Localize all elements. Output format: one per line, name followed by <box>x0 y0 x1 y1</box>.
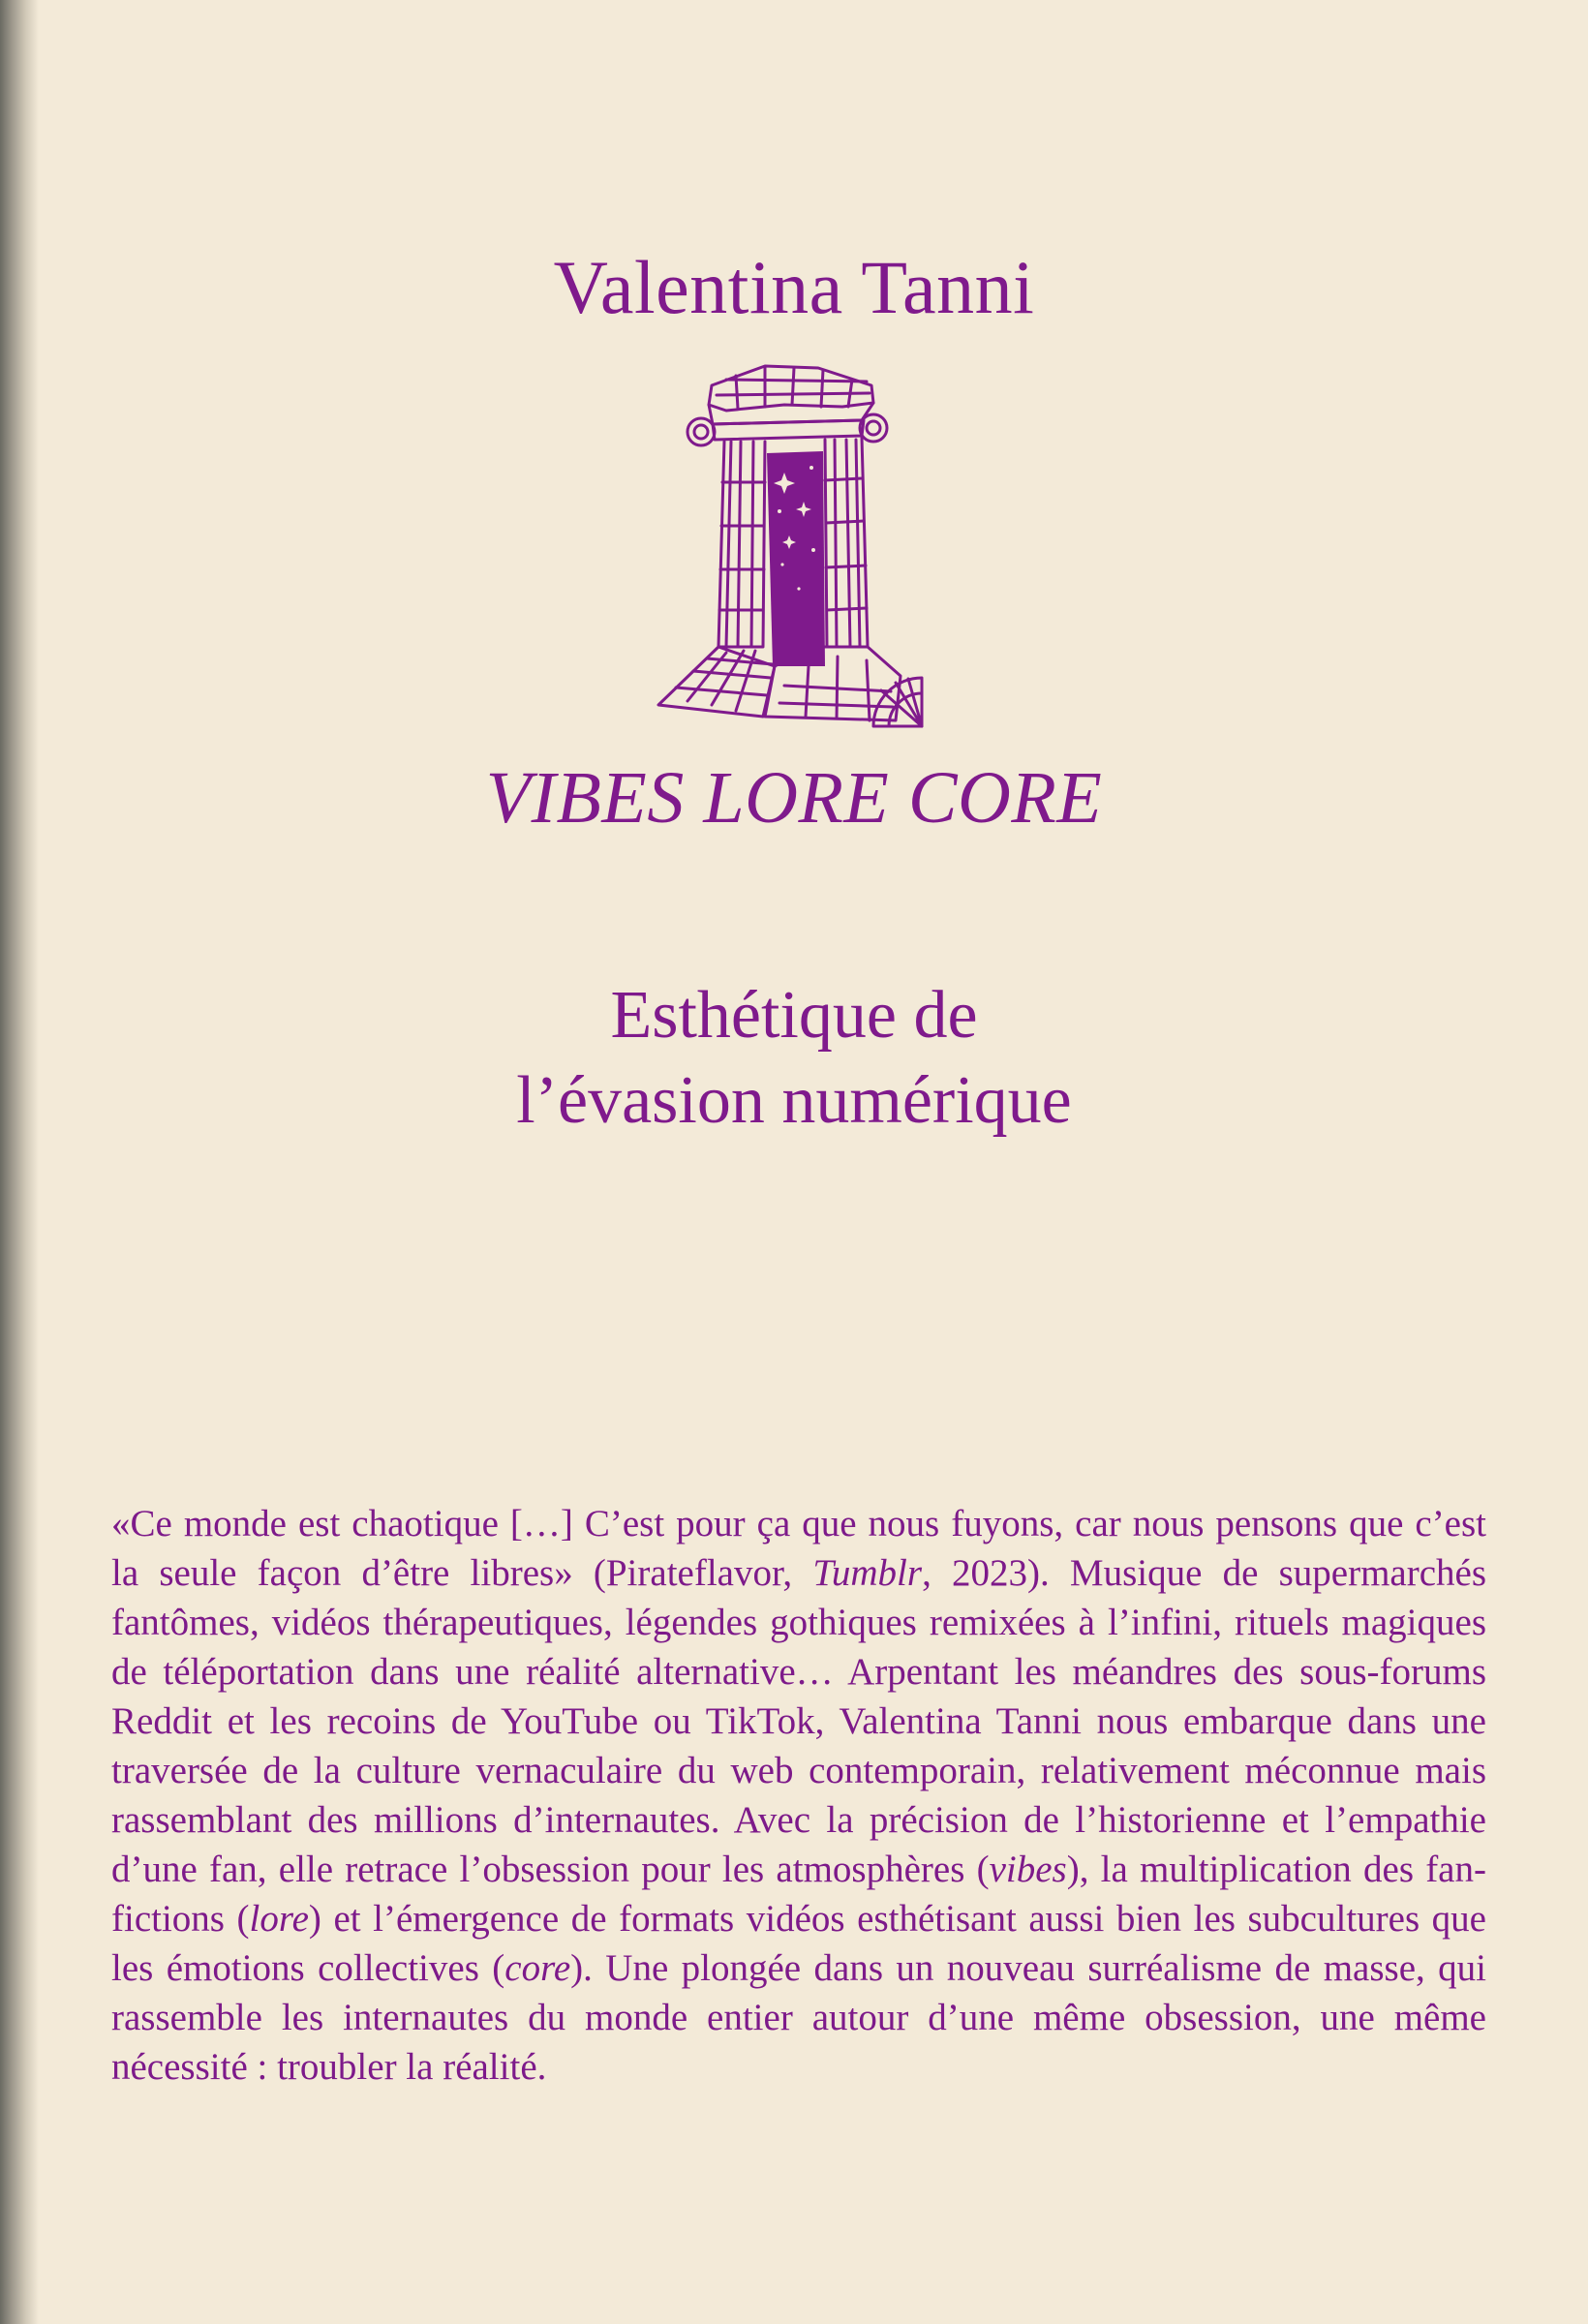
book-subtitle <box>0 973 1588 1144</box>
blurb-italic-core: core <box>504 1947 571 1989</box>
back-blurb <box>111 1499 1486 2092</box>
subtitle-line-2: l’évasion numérique <box>516 1063 1072 1138</box>
blurb-text-3: ), la multiplication des fan-fictions ( <box>111 1849 1486 1940</box>
ruined-column-portal-icon <box>620 356 949 736</box>
blurb-text-4: ) et l’émergence de formats vidéos esthétisant aussi bien les subcultures que les émotions collectives ( <box>111 1898 1486 1989</box>
blurb-italic-lore: lore <box>249 1898 309 1940</box>
blurb-italic-tumblr: Tumblr <box>812 1552 923 1594</box>
blurb-text-2: , 2023). Musique de supermarchés fantômes, vidéos thérapeutiques, légendes gothiques remixées à l’infini, rituels magiques de téléportation dans une réalité alternative… Arpentant les méandres des sous-forums Reddit et les recoins de YouTube ou TikTok, Valentina Tanni nous embarque dans une traversée de la culture vernaculaire du web contemporain, relativement méconnue mais rassemblant des millions d’internautes. Avec la précision de l’historienne et l’empathie d’une fan, elle retrace l’obsession pour les atmosphères ( <box>111 1552 1487 1890</box>
blurb-italic-vibes: vibes <box>989 1849 1067 1890</box>
blurb-text-1: «Ce monde est chaotique […] C’est pour ça que nous fuyons, car nous pensons que c’est la seule façon d’être libres» (Pirateflavor, <box>111 1503 1486 1594</box>
subtitle-line-1: Esthétique de <box>610 978 978 1053</box>
book-title: VIBES LORE CORE <box>485 757 1103 839</box>
blurb-text-5: ). Une plongée dans un nouveau surréalisme de masse, qui rassemble les internautes du monde entier autour d’une même obsession, une même nécessité : troubler la réalité. <box>111 1947 1486 2088</box>
author-name: Valentina Tanni <box>553 245 1035 329</box>
